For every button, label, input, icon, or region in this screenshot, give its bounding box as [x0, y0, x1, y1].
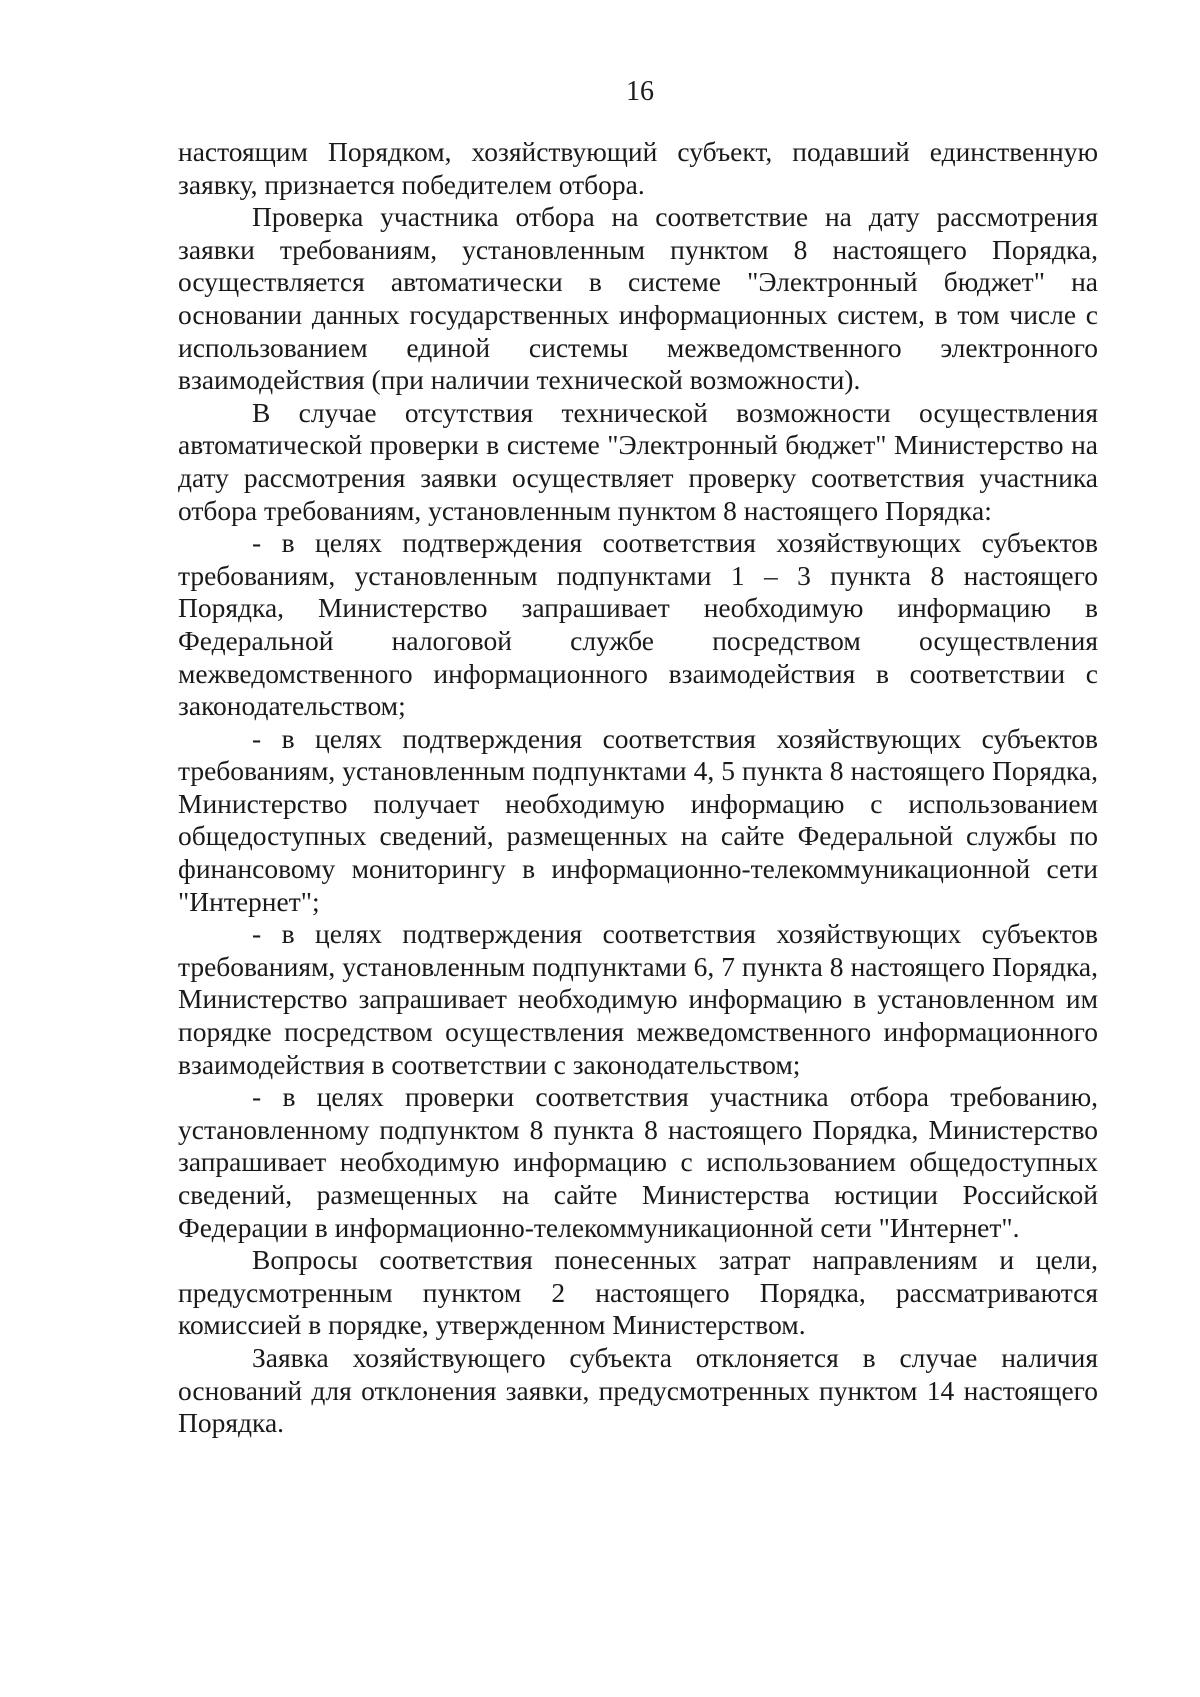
document-body [178, 136, 1098, 1440]
paragraph-continuation: настоящим Порядком, хозяйствующий субъект, подавший единственную заявку, признается победителем отбора. [178, 136, 1098, 200]
paragraph-rejection: Заявка хозяйствующего субъекта отклоняется в случае наличия оснований для отклонения заявки, предусмотренных пунктом 14 настоящего Порядка. [178, 1341, 1098, 1439]
list-item-rosfinmonitoring: - в целях подтверждения соответствия хозяйствующих субъектов требованиям, установленным подпунктами 4, 5 пункта 8 настоящего Порядка, Министерство получает необходимую информацию с использованием общедоступных сведений, размещенных на сайте Федеральной службы по финансовому мониторингу в информационно-телекоммуникационной сети "Интернет"; [178, 722, 1098, 917]
page-number: 16 [626, 76, 654, 107]
list-item-fns: - в целях подтверждения соответствия хозяйствующих субъектов требованиям, установленным подпунктами 1 – 3 пункта 8 настоящего Порядка, Министерство запрашивает необходимую информацию в Федеральной налоговой службе посредством осуществления межведомственного информационного взаимодействия в соответствии с законодательством; [178, 527, 1098, 722]
paragraph-verification: Проверка участника отбора на соответствие на дату рассмотрения заявки требованиям, установленным пунктом 8 настоящего Порядка, осуществляется автоматически в системе "Электронный бюджет" на основании данных государственных информационных систем, в том числе с использованием единой системы межведомственного электронного взаимодействия (при наличии технической возможности). [178, 201, 1098, 396]
paragraph-costs-review: Вопросы соответствия понесенных затрат направлениям и цели, предусмотренным пунктом 2 настоящего Порядка, рассматриваются комиссией в порядке, утвержденном Министерством. [178, 1244, 1098, 1341]
list-item-interagency: - в целях подтверждения соответствия хозяйствующих субъектов требованиям, установленным подпунктами 6, 7 пункта 8 настоящего Порядка, Министерство запрашивает необходимую информацию в установленном им порядке посредством осуществления межведомственного информационного взаимодействия в соответствии с законодательством; [178, 918, 1098, 1080]
list-item-minjust: - в целях проверки соответствия участника отбора требованию, установленному подпунктом 8 пункта 8 настоящего Порядка, Министерство запрашивает необходимую информацию с использованием общедоступных сведений, размещенных на сайте Министерства юстиции Российской Федерации в информационно-телекоммуникационной сети "Интернет". [178, 1081, 1098, 1243]
paragraph-manual-check: В случае отсутствия технической возможности осуществления автоматической проверки в системе "Электронный бюджет" Министерство на дату рассмотрения заявки осуществляет проверку соответствия участника отбора требованиям, установленным пунктом 8 настоящего Порядка: [178, 396, 1098, 526]
